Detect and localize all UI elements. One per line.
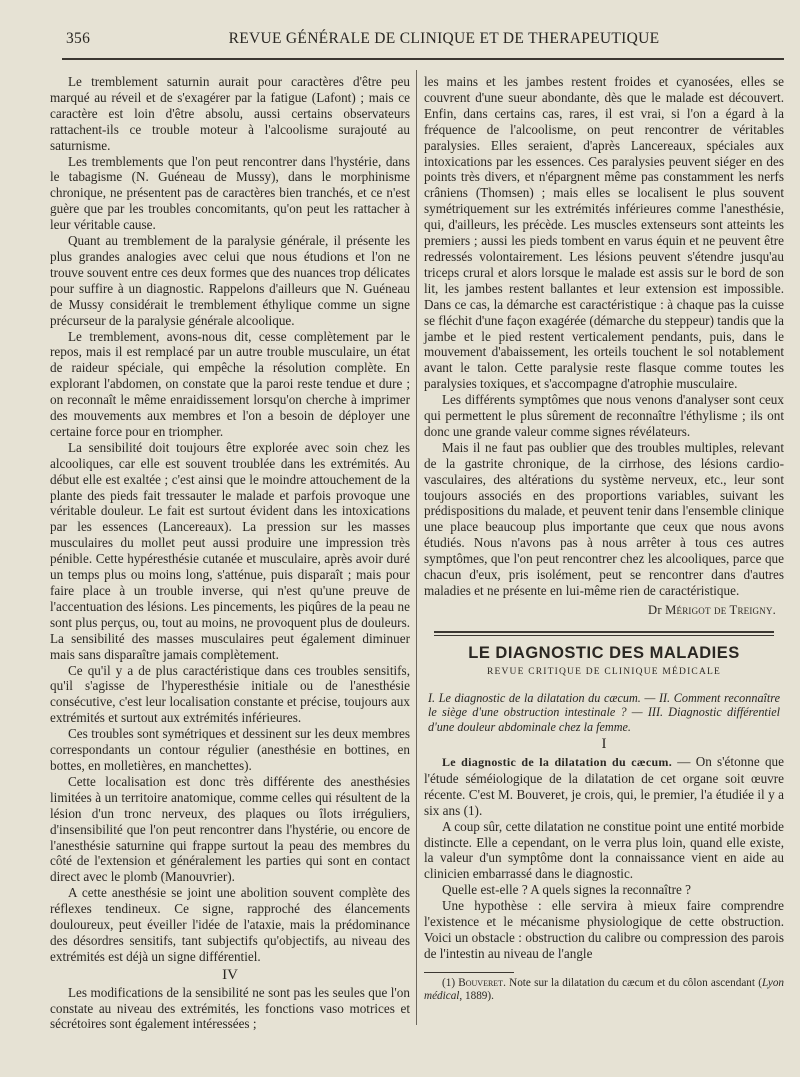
article-subtitle: REVUE CRITIQUE DE CLINIQUE MÉDICALE — [486, 666, 722, 677]
paragraph: A cette anesthésie se joint une abolition souvent complète des réflexes tendineux. Ce signe, rapproché des élancements douloureux, peut éveiller l'idée de l'ataxie, mais la prédominance des désordres sensitifs, tant subjectifs qu'objectifs, au niveau des extrémités est déjà un signe différentiel. — [50, 885, 410, 964]
signature-prefix: Dr — [648, 602, 662, 617]
page-number: 356 — [66, 30, 91, 47]
summary-item: I. Le diagnostic de la dilatation du cæcum. — — [428, 690, 656, 705]
section-rule — [434, 631, 774, 636]
running-header — [66, 30, 782, 52]
footnote-rule — [424, 972, 514, 973]
paragraph: Quelle est-elle ? A quels signes la reconnaître ? — [442, 882, 692, 898]
section-number: I — [601, 736, 607, 753]
signature-name: Mérigot de Treigny. — [665, 602, 776, 617]
paragraph: A coup sûr, cette dilatation ne constitue point une entité morbide distincte. Elle a cependant, on le verra plus loin, quand elle existe, la valeur d'un symptôme dont la connaissance vient en aide au clinicien embarrassé dans le diagnostic. — [424, 818, 784, 882]
paragraph — [424, 754, 784, 819]
footnote: (1) Bouveret. Note sur la dilatation du cæcum et du côlon ascendant (Lyon médical, 1889). — [424, 976, 785, 1003]
paragraph: Le tremblement saturnin aurait pour caractères d'être peu marqué au réveil et de s'exagérer par la fatigue (Lafont) ; mais ce caractère est loin d'être absolu, aussi certains observateurs rattachent-ils ce trouble moteur à l'alcoolisme surajouté au saturnisme. — [50, 74, 410, 153]
header-rule — [62, 58, 784, 60]
article-summary — [428, 691, 780, 735]
paragraph: Cette localisation est donc très différente des anesthésies limitées à un territoire anatomique, comme celles qui résultent de la lésion d'un tronc nerveux, des plaques ou îlots irréguliers, d'insensibilité que l'on peut rencontrer dans l'hystérie, ou encore de l'anesthésie saturnine qui frappe surtout la peau des membres du côté de l'extension et généralement les parties qui sont en contact direct avec le plomb (Manouvrier). — [50, 773, 410, 885]
footnote-journal: Lyon médical — [424, 976, 785, 1003]
paragraph: Ce qu'il y a de plus caractéristique dans ces troubles sensitifs, qu'il s'agisse de l'hyperesthésie initiale ou de l'anesthésie consécutive, c'est leur localisation constante et précise, toujours aux extrémités et surtout aux extrémités inférieures. — [50, 662, 410, 726]
paragraph: Les modifications de la sensibilité ne sont pas les seules que l'on constate au niveau des extrémités, les fonctions vaso motrices et sécrétoires sont également intéressées ; — [50, 984, 410, 1032]
running-title: REVUE GÉNÉRALE DE CLINIQUE ET DE THERAPEUTIQUE — [228, 30, 660, 47]
right-column — [424, 74, 784, 1004]
summary-item: II. Comment reconnaître le siège d'une obstruction intestinale ? — — [428, 690, 781, 720]
paragraph: La sensibilité doit toujours être explorée avec soin chez les alcooliques, car elle est souvent troublée dans les extrémités. Au début elle est exaltée ; c'est ainsi que le moindre attouchement de la plante des pieds fait tressauter le malade et parfois provoque une véritable douleur. Le fait est surtout évident dans les intoxications par les essences (Lancereaux). La pression sur les masses musculaires du mollet peut aussi produire une impression très pénible. Cette hypéresthésie cutanée et musculaire, après avoir duré un temps plus ou moins long, s'atténue, puis disparaît ; mais pour faire place à un trouble inverse, qui n'est qu'une preuve de l'accentuation des lésions. Les pincements, les piqûres de la peau ne sont plus perçus, ou, tout au moins, ne provoquent plus de douleurs. La sensibilité des masses musculaires peut également diminuer mais sans disparaître jamais complètement. — [50, 439, 410, 662]
paragraph: Le tremblement, avons-nous dit, cesse complètement par le repos, mais il est remplacé par un autre trouble musculaire, un état de raideur spéciale, qui empêche la résolution complète. En explorant l'abdomen, on constate que la paroi reste tendue et dure ; on reconnaît le même enraidissement lorsqu'on cherche à imprimer des mouvements aux membres et l'on a besoin de déployer une certaine force pour en triompher. — [50, 328, 410, 439]
paragraph: Les différents symptômes que nous venons d'analyser sont ceux qui permettent le plus sûrement de reconnaître l'éthylisme ; ils ont donc une grande valeur comme signes révélateurs. — [424, 392, 784, 439]
lead-text: — On s'étonne que l'étude séméiologique de la dilatation de cet organe soit œuvre récente. C'est M. Bouveret, je crois, qui, le premier, l'a étudiée il y a six ans (1). — [424, 754, 784, 818]
paragraph: Une hypothèse : elle servira à mieux faire comprendre l'existence et le mécanisme physiologique de cette obstruction. Voici un obstacle : obstruction du calibre ou compression des parois de l'intestin au niveau de l'angle — [424, 898, 784, 961]
footnote-author: Bouveret. — [458, 976, 506, 989]
summary-item: III. Diagnostic différentiel d'une douleur abdominale chez la femme. — [428, 705, 780, 734]
lead-heading: Le diagnostic de la dilatation du cæcum. — [442, 755, 673, 770]
column-divider — [416, 70, 417, 1025]
paragraph: Mais il ne faut pas oublier que des troubles multiples, relevant de la gastrite chronique, de la cirrhose, des lésions cardio-vasculaires, des altérations du système nerveux, etc., leur sont toujours associés en des proportions variables, suivant les prédispositions du malade, et peuvent tenir dans l'ensemble clinique une place beaucoup plus importante que ceux que nous avons étudiés. Nous n'avons pas à nous arrêter à tous ces autres symptômes, que l'on peut rencontrer chez les alcooliques, parce que chacun d'eux, pris isolément, peut se rencontrer dans d'autres maladies et ne présente en lui-même rien de caractéristique. — [424, 439, 784, 598]
footnote-year: , 1889). — [459, 990, 494, 1003]
paragraph: Les tremblements que l'on peut rencontrer dans l'hystérie, dans le tabagisme (N. Guéneau de Mussy), dans le morphinisme chronique, ne présentent pas de caractères bien tranchés, et ce n'est guère que par les troubles concomitants, qu'on peut les rattacher à leur véritable cause. — [50, 153, 410, 233]
paragraph: Quant au tremblement de la paralysie générale, il présente les plus grandes analogies avec celui que nous étudions et l'on ne trouve souvent entre ces deux formes que des nuances trop délicates pour suffire à un diagnostic. Rappelons d'ailleurs que N. Guéneau de Mussy considérait le tremblement éthylique comme un signe précurseur de la paralysie générale alcoolique. — [50, 233, 410, 328]
author-signature — [424, 603, 784, 619]
footnote-text: Note sur la dilatation du cæcum et du côlon ascendant ( — [509, 976, 762, 989]
left-column — [50, 74, 410, 1032]
article-title: LE DIAGNOSTIC DES MALADIES — [468, 643, 740, 662]
paragraph: Ces troubles sont symétriques et dessinent sur les deux membres correspondants un contour régulier (anesthésie en bottines, en bottes, en molletières, en manchettes). — [50, 726, 410, 773]
section-number: IV — [222, 966, 238, 983]
paragraph: les mains et les jambes restent froides et cyanosées, elles se couvrent d'une sueur abondante, dès que le malade est découvert. Enfin, dans certains cas, rares, il est vrai, si l'on a égard à la fréquence de l'alcoolisme, on peut rencontrer de véritables paralysies. Elles seraient, d'après Lancereaux, spéciales aux intoxications par les essences. Ces paralysies peuvent siéger en des points très divers, et n'épargnent même pas constamment les nerfs crâniens (Thomsen) ; mais elles se localisent le plus souvent symétriquement sur les extrémités inférieures comme l'anesthésie, qui, d'ailleurs, les précède. Les muscles extenseurs sont atteints les premiers ; aussi les pieds tombent en varus équin et ne peuvent être redressés volontairement. Les lésions peuvent s'étendre jusqu'au triceps crural et alors lorsque le malade est assis sur le bord de son lit, les jambes restent ballantes et leur extension est impossible. Dans ce cas, la démarche est caractéristique : à chaque pas la cuisse se fléchit d'une façon exagérée (démarche du steppeur) tandis que la jambe et le pied restent verticalement pendants, puis, dans le mouvement d'abaissement, les orteils touchent le sol notablement avant le talon. Cette paralysie reste flasque comme toutes les paralysies toxiques, et s'accompagne d'atrophie musculaire. — [424, 74, 784, 392]
